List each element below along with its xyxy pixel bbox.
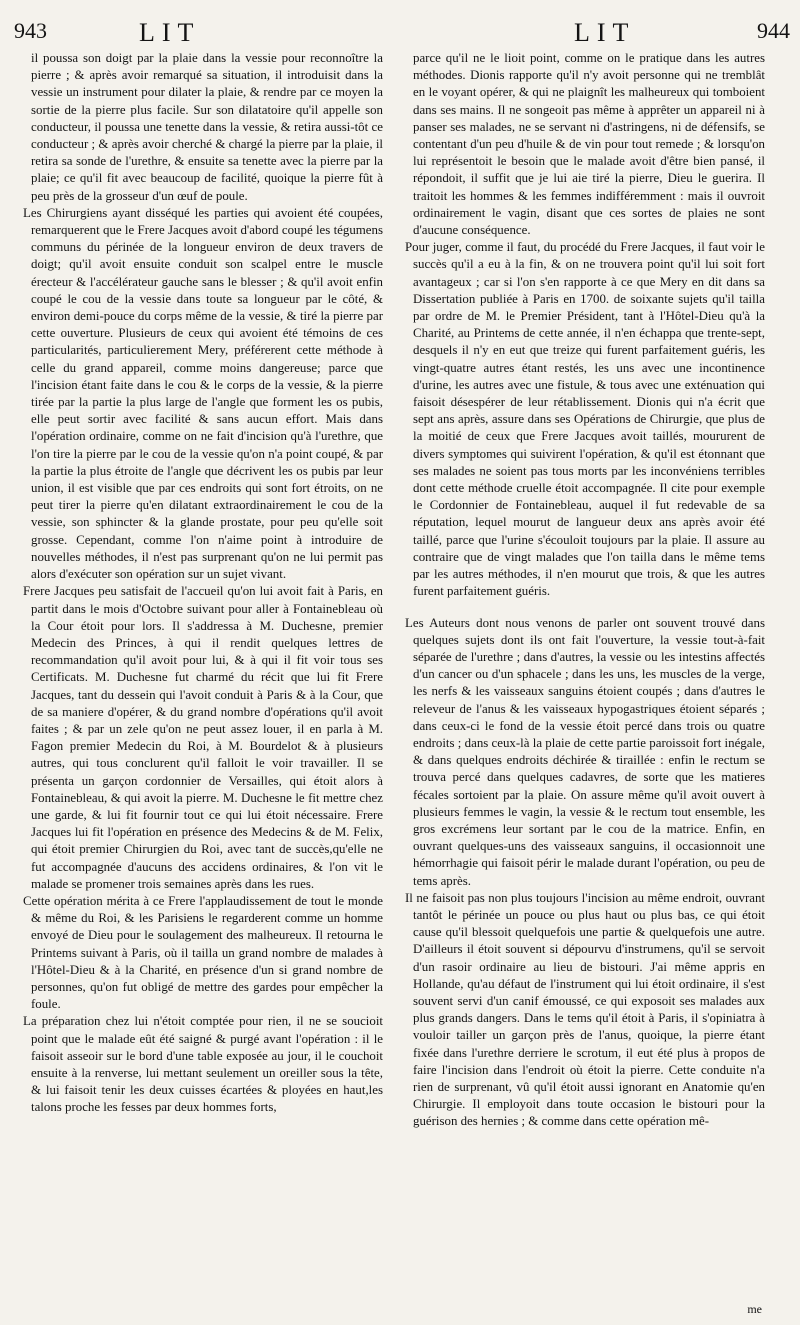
paragraph: Il ne faisoit pas non plus toujours l'incision au même endroit, ouvrant tantôt le périnée un pouce ou plus haut ou plus bas, ce qui étoit cause qu'il blessoit quelquefois une partie & quelquefois une autre. D'ailleurs il étoit souvent si dépourvu d'instrumens, qu'il se servoit d'un rasoir ordinaire au lieu de bistouri. J'ai même appris en Hollande, qu'au défaut de l'instrument qui lui étoit ordinaire, il s'est souvent servi d'un canif émoussé, ce qui exposoit ses malades aux plus grands dangers. Dans le tems qu'il étoit à Paris, il s'opiniatra à vouloir tailler un garçon près de l'anus, quoique, la pierre étant fixée dans l'urethre derriere le scrotum, il eut été plus à propos de faire l'incision dans l'endroit où étoit la pierre. Cette conduite n'a rien de surprenant, vû qu'il étoit aussi ignorant en Anatomie qu'en Chirurgie. Il employoit dans toute occasion le bistouri pour la guérison des hernies ; & comme dans cette opération mê- [405, 890, 765, 1129]
paragraph: Frere Jacques peu satisfait de l'accueil qu'on lui avoit fait à Paris, en partit dans le mois d'Octobre suivant pour aller à Fontainebleau où la Cour étoit pour lors. Il s'addressa à M. Duchesne, premier Medecin des Princes, à qui il rendit quelques lettres de recommandation qu'il avoit pour lui, & à qui il fit voir tous ses Certificats. M. Duchesne fut charmé du récit que lui fit Frere Jacques, tant du dessein qui l'avoit conduit à Paris & à la Cour, que de sa maniere d'opérer, & du grand nombre d'opérations qu'il avoit faites ; & par un zele qu'on ne peut assez louer, il en parla à M. Fagon premier Medecin du Roi, à M. Bourdelot & à plusieurs autres, qui tous conclurent qu'il falloit le voir travailler. Il se présenta un garçon cordonnier de Versailles, qui étoit alors à Fontainebleau, & qui avoit la pierre. M. Duchesne le fit mettre chez une garde, & lui fit fournir tout ce qui lui étoit nécessaire. Frere Jacques lui fit l'opération en présence des Medecins & de M. Felix, qui étoit premier Chirurgien du Roi, avec tant de succès,qu'elle ne fut accompagnée d'aucuns des accidens ordinaires, & l'on vit le malade se promener trois semaines après dans les rues. [23, 584, 383, 891]
paragraph: Les Chirurgiens ayant disséqué les parties qui avoient été coupées, remarquerent que le Frere Jacques avoit d'abord coupé les tégumens communs du périnée de la longueur environ de deux travers de doigt; qu'il avoit ensuite conduit son scalpel entre le muscle érecteur & l'accélérateur gauche sans le blesser ; & qu'il avoit enfin coupé le cou de la vessie dans toute sa longueur par le côté, & environ demi-pouce du corps même de la vessie, & tiré la pierre par cette ouverture. Plusieurs de ceux qui avoient été témoins de ces particularités, particulierement Mery, préférerent cette méthode à celle du grand appareil, comme moins dangereuse; parce que l'incision étant faite dans le cou & le corps de la vessie, & la pierre tirée par la partie la plus large de l'angle que forment les os pubis, elle peut sortir avec facilité & sans aucun effort. Mais dans l'opération ordinaire, comme on ne fait d'incision qu'à l'urethre, que l'on tire la pierre par le cou de la vessie qu'on n'a point coupé, & par la partie la plus étroite de l'angle que décrivent les os pubis par leur union, il est visible que par ces endroits qui sont fort étroits, on ne peut tirer la pierre qu'en dilatant extraordinairement le cou de la vessie, son sphincter & la glande prostate, pour peu qu'elle soit grosse. Cependant, comme l'on n'aime point à introduire de nouvelles méthodes, il n'est pas surprenant qu'on ne lui permit pas alors d'exécuter son opération sur un sujet vivant. [23, 205, 383, 582]
right-running-title: LIT [574, 18, 636, 47]
running-header [14, 18, 790, 52]
left-running-title: LIT [139, 18, 201, 47]
paragraph: Cette opération mérita à ce Frere l'applaudissement de tout le monde & même du Roi, & les Parisiens le regarderent comme un homme envoyé de Dieu pour le soulagement des malheureux. Il retourna le Printems suivant à Paris, où il tailla un grand nombre de malades à l'Hôtel-Dieu & à la Charité, en présence d'un si grand nombre de personnes, qu'on fut obligé de mettre des gardes pour empêcher la foule. [23, 893, 383, 1012]
paragraph: Les Auteurs dont nous venons de parler ont souvent trouvé dans quelques sujets dont ils ont fait l'ouverture, la vessie tout-à-fait séparée de l'urethre ; dans d'autres, la vessie ou les intestins affectés d'un cancer ou d'un sphacele ; dans les uns, les muscles de la verge, les nerfs & les vaisseaux sanguins étoient coupés ; dans d'autres le releveur de l'anus & les vaisseaux hypogastriques étoient séparés ; dans ceux-ci le fond de la vessie étoit percé dans trois ou quatre endroits ; dans ceux-là la plaie de cette partie paroissoit fort inégale, & dans quelques endroits déchirée & tiraillée : enfin le rectum se trouva percé dans quelques cadavres, de sorte que les matieres fécales sortoient par la plaie. On assure même qu'il avoit ouvert à plusieurs femmes le vagin, la vessie & le rectum tout ensemble, les gros excrémens leur sortant par le cou de la matrice. Enfin, en ouvrant quelques-uns des vaisseaux sanguins, il occasionnoit une hémorrhagie qui faisoit périr le malade durant l'opération, ou peu de tems après. [405, 615, 765, 888]
paragraph: parce qu'il ne le lioit point, comme on le pratique dans les autres méthodes. Dionis rapporte qu'il n'y avoit personne qui ne tremblât en le voyant opérer, & qui ne plaignît les malheureux qui tomboient dans ses mains. Il ne songeoit pas même à apprêter un appareil ni à panser ses malades, ne se servant ni d'astringens, ni de défensifs, se contentant d'un peu d'huile & de vin pour tout remede ; & lorsqu'on lui représentoit le besoin que le malade avoit d'être bien pansé, il répondoit, il suffit que je lui aie tiré la pierre, Dieu le guerira. Il traitoit les hommes & les femmes indifféremment : mais il ouvroit ordinairement le vagin, disant que ces sortes de plaies ne sont d'aucune conséquence. [413, 51, 765, 238]
left-page-number: 943 [14, 18, 47, 43]
right-column [405, 50, 765, 1131]
paragraph: La préparation chez lui n'étoit comptée pour rien, il ne se soucioit point que le malade eût été saigné & purgé avant l'opération : il le faisoit asseoir sur le bord d'une table exposée au jour, il le couchoit ensuite à la renverse, lui mettant seulement un oreiller sous la tête, & lui faisoit tenir les deux cuisses écartées & ployées en haut,les talons proche les fesses par deux hommes forts, [23, 1014, 383, 1115]
paragraph: il poussa son doigt par la plaie dans la vessie pour reconnoître la pierre ; & après avoir remarqué sa situation, il introduisit dans la vessie un instrument pour dilater la plaie, & rendre par ce moyen la sortie de la pierre plus facile. Sur son dilatatoire qu'il appelle son conducteur, il poussa une tenette dans la vessie, & retira aussi-tôt ce conducteur ; & après avoir cherché & chargé la pierre par la plaie, il retira sa sonde de l'urethre, & ensuite sa tenette avec la pierre par la plaie; ce qu'il fit avec beaucoup de facilité, quoique la pierre fût à peu près de la grosseur d'un œuf de poule. [31, 51, 383, 203]
right-page-number: 944 [757, 18, 790, 43]
catchword: me [747, 1302, 762, 1316]
left-column [23, 50, 383, 1117]
paragraph: Pour juger, comme il faut, du procédé du Frere Jacques, il faut voir le succès qu'il a eu à la fin, & on ne trouvera point qu'il lui soit fort avantageux ; car si l'on s'en rapporte à ce que Mery en dit dans sa Dissertation publiée à Paris en 1700. de soixante sujets qu'il tailla par ordre de M. le Premier Président, tant à l'Hôtel-Dieu qu'à la Charité, au Printems de cette année, il n'en échappa que trente-sept, desquels il n'y en eut que treize qui furent parfaitement guéris, les vingt-quatre autres étant restés, les uns avec une incontinence d'urine, les autres avec une fistule, & tous avec une exténuation qui faisoit désespérer de leur rétablissement. Dionis qui n'a écrit que sept ans après, assure dans ses Opérations de Chirurgie, que plus de la moitié de ceux que Frere Jacques avoit taillés, moururent de divers symptomes qui suivirent l'opération, & qu'il est étonnant que ses malades ne soient pas tous morts par les inconvéniens terribles dont cette méthode cruelle étoit accompagnée. Il cite pour exemple le Cordonnier de Fontainebleau, auquel il fut redevable de sa réputation, lequel mourut de langueur deux ans après avoir été taillé, parce que l'urine s'écouloit toujours par la plaie. Il assure au contraire que de vingt malades que l'on tailla dans le même tems par les autres méthodes, il n'en mourut que trois, & que les autres furent parfaitement guéris. [405, 240, 765, 599]
